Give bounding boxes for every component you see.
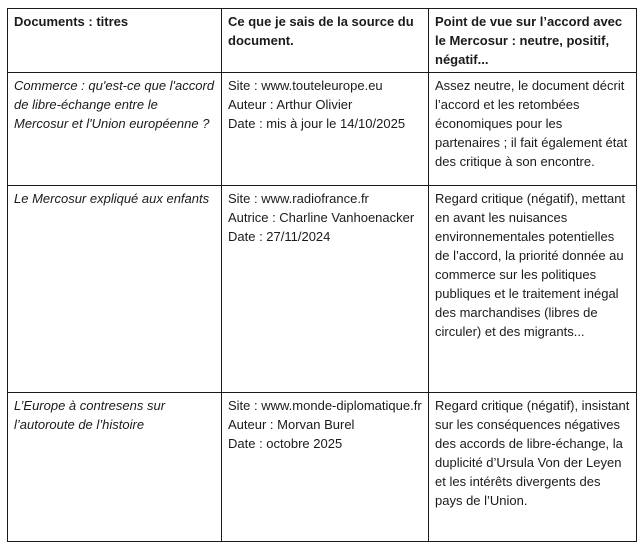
point-of-view-cell: Assez neutre, le document décrit l’accord et les retombées économiques pour les partenaires ; il fait également état des critique à son encontre. <box>429 73 637 186</box>
table-row <box>8 73 637 186</box>
source-cell <box>222 186 429 393</box>
source-site: Site : www.monde-diplomatique.fr <box>228 398 422 413</box>
header-point-de-vue: Point de vue sur l’accord avec le Mercosur : neutre, positif, négatif... <box>429 9 637 73</box>
source-site: Site : www.radiofrance.fr <box>228 191 369 206</box>
document-title-cell: Commerce : qu'est-ce que l'accord de libre-échange entre le Mercosur et l'Union européenne ? <box>8 73 222 186</box>
point-of-view-cell: Regard critique (négatif), insistant sur les conséquences négatives des accords de libre-échange, la duplicité d’Ursula Von der Leyen et les intérêts divergents des pays de l’Union. <box>429 393 637 542</box>
table-row <box>8 393 637 542</box>
source-author: Autrice : Charline Vanhoenacker <box>228 210 415 225</box>
sources-table <box>7 8 637 542</box>
source-author: Auteur : Morvan Burel <box>228 417 355 432</box>
source-author: Auteur : Arthur Olivier <box>228 97 353 112</box>
source-date: Date : octobre 2025 <box>228 436 343 451</box>
document-title-cell: Le Mercosur expliqué aux enfants <box>8 186 222 393</box>
source-cell <box>222 73 429 186</box>
table-row <box>8 186 637 393</box>
header-source-info: Ce que je sais de la source du document. <box>222 9 429 73</box>
header-documents-titres: Documents : titres <box>8 9 222 73</box>
point-of-view-cell: Regard critique (négatif), mettant en avant les nuisances environnementales potentielles de l’accord, la priorité donnée au commerce sur les politiques publiques et le traitement inégal des marchandises (libres de circuler) et des migrants... <box>429 186 637 393</box>
document-title-cell: L’Europe à contresens sur l’autoroute de l’histoire <box>8 393 222 542</box>
source-cell <box>222 393 429 542</box>
source-date: Date : 27/11/2024 <box>228 229 331 244</box>
source-site: Site : www.touteleurope.eu <box>228 78 383 93</box>
source-date: Date : mis à jour le 14/10/2025 <box>228 116 406 131</box>
table-header-row <box>8 9 637 73</box>
